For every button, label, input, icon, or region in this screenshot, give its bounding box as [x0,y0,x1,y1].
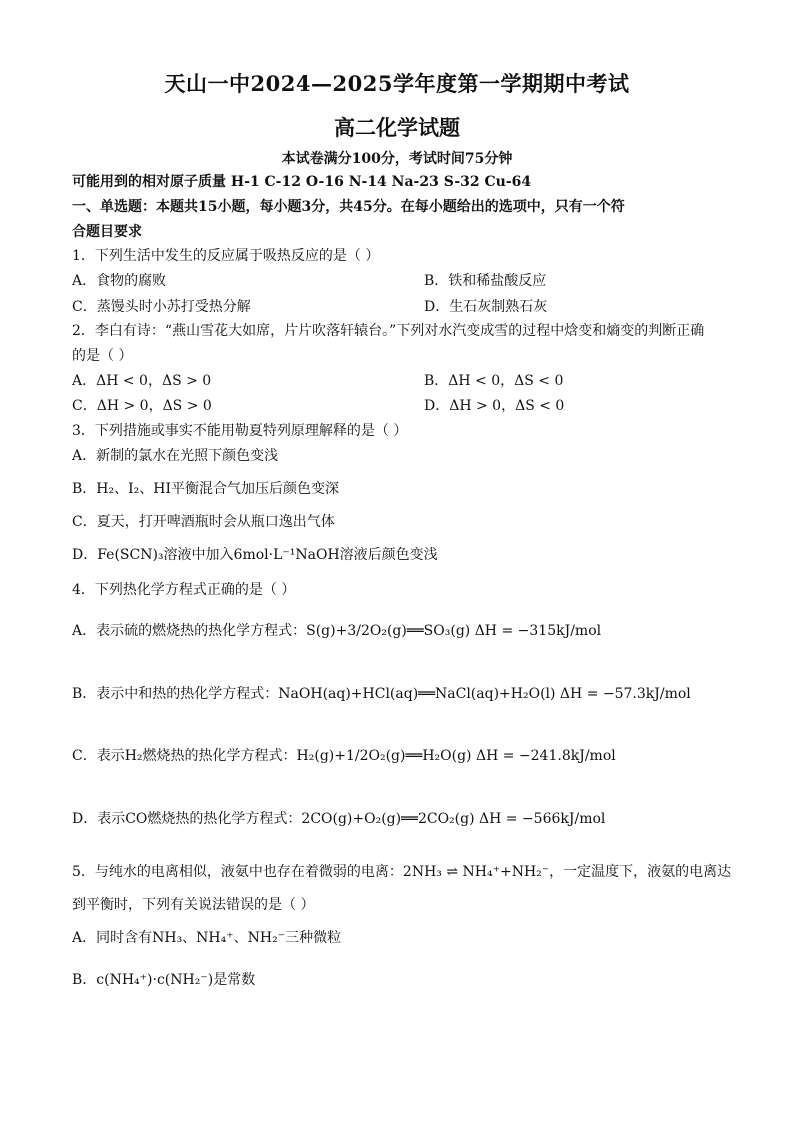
q2-option-d: D．ΔH > 0，ΔS < 0 [424,398,565,414]
q3-stem: 3．下列措施或事实不能用勒夏特列原理解释的是（ ） [72,423,408,439]
q1-options-row1 [72,271,734,291]
q5-option-a: A．同时含有NH₃、NH₄⁺、NH₂⁻三种微粒 [72,930,342,946]
q2-option-b: B．ΔH < 0，ΔS < 0 [424,373,564,389]
q2-stem-line2: 的是（ ） [72,348,133,364]
q5-option-b: B．c(NH₄⁺)·c(NH₂⁻)是常数 [72,972,256,988]
q4-stem: 4．下列热化学方程式正确的是（ ） [72,582,296,598]
q1-options-row2 [72,297,734,317]
q1-option-d: D．生石灰制熟石灰 [424,299,548,315]
q2-options-row2 [72,396,734,416]
q3-option-a: A．新制的氯水在光照下颜色变浅 [72,448,279,464]
exam-info: 本试卷满分100分，考试时间75分钟 [281,151,513,167]
q2-options-row1 [72,371,734,391]
q1-option-a: A．食物的腐败 [72,273,167,289]
q5-stem-line2: 到平衡时，下列有关说法错误的是（ ） [72,897,315,913]
q4-option-c: C．表示H₂燃烧热的热化学方程式：H₂(g)+1/2O₂(g)══H₂O(g) ΔH = −241.8kJ/mol [72,748,616,764]
q3-option-c: C．夏天，打开啤酒瓶时会从瓶口逸出气体 [72,514,335,530]
q2-option-a: A．ΔH < 0，ΔS > 0 [72,373,212,389]
q2-option-c: C．ΔH > 0，ΔS > 0 [72,398,212,414]
section-heading-line2: 合题目要求 [72,224,142,240]
exam-title: 天山一中2024—2025学年度第一学期期中考试 [164,71,630,96]
q3-option-b: B．H₂、I₂、HI平衡混合气加压后颜色变深 [72,481,339,497]
q1-stem: 1．下列生活中发生的反应属于吸热反应的是（ ） [72,248,380,264]
q4-option-d: D．表示CO燃烧热的热化学方程式：2CO(g)+O₂(g)══2CO₂(g) ΔH = −566kJ/mol [72,811,606,827]
q4-option-a: A．表示硫的燃烧热的热化学方程式：S(g)+3/2O₂(g)══SO₃(g) ΔH = −315kJ/mol [72,623,602,639]
section-heading-line1: 一、单选题：本题共15小题，每小题3分，共45分。在每小题给出的选项中，只有一个符 [72,199,625,215]
q5-stem-line1: 5．与纯水的电离相似，液氨中也存在着微弱的电离：2NH₃ ⇌ NH₄⁺+NH₂⁻，一定温度下，液氨的电离达 [72,864,732,880]
q3-option-d: D．Fe(SCN)₃溶液中加入6mol·L⁻¹NaOH溶液后颜色变浅 [72,547,438,563]
atomic-masses: 可能用到的相对原子质量 H-1 C-12 O-16 N-14 Na-23 S-32 Cu-64 [72,174,532,190]
q1-option-b: B．铁和稀盐酸反应 [424,273,547,289]
q1-option-c: C．蒸馒头时小苏打受热分解 [72,299,251,315]
q4-option-b: B．表示中和热的热化学方程式：NaOH(aq)+HCl(aq)══NaCl(aq)+H₂O(l) ΔH = −57.3kJ/mol [72,686,691,702]
exam-subtitle: 高二化学试题 [334,115,460,140]
q2-stem-line1: 2．李白有诗：“燕山雪花大如席，片片吹落轩辕台。”下列对水汽变成雪的过程中焓变和熵变的判断正确 [72,323,705,339]
